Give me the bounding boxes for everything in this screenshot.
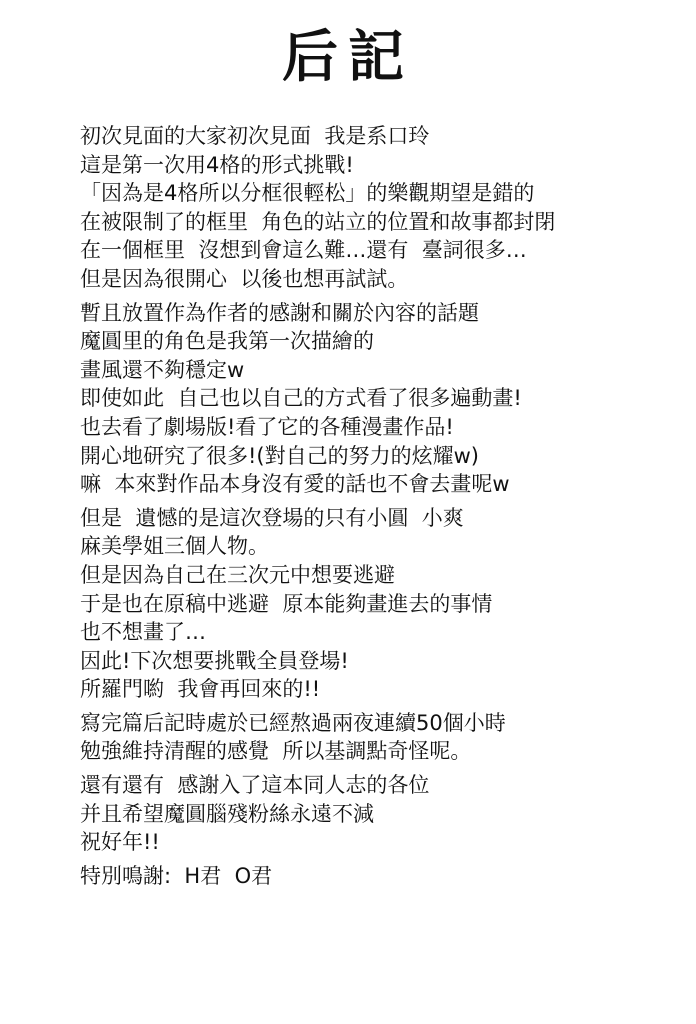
text-line: 畫風還不夠穩定w (80, 357, 245, 382)
text-line: 嘛 本來對作品本身沒有愛的話也不會去畫呢w (80, 472, 510, 497)
text-line: 并且希望魔圓腦殘粉絲永遠不減 (80, 801, 374, 826)
text-line: 但是因為很開心 以後也想再試試。 (80, 266, 409, 291)
paragraph (80, 299, 680, 499)
text-line: 但是 遺憾的是這次登場的只有小圓 小爽 (80, 505, 464, 530)
paragraph (80, 504, 680, 704)
paragraph (80, 709, 680, 766)
text-line: 麻美學姐三個人物。 (80, 534, 269, 559)
text-line: 因此!下次想要挑戰全員登場! (80, 648, 349, 673)
afterword-body (80, 122, 680, 895)
paragraph (80, 122, 680, 294)
text-line: 即使如此 自己也以自己的方式看了很多遍動畫! (80, 386, 522, 411)
text-line: 初次見面的大家初次見面 我是系口玲 (80, 124, 430, 148)
text-line: 勉強維持清醒的感覺 所以基調點奇怪呢。 (80, 739, 472, 764)
text-line: 特別鳴謝: H君 O君 (80, 863, 273, 888)
text-line: 寫完篇后記時處於已經熬過兩夜連續50個小時 (80, 710, 506, 735)
text-line: 祝好年!! (80, 830, 160, 855)
text-line: 暫且放置作為作者的感謝和關於內容的話題 (80, 300, 479, 325)
paragraph (80, 771, 680, 857)
text-line: 還有還有 感謝入了這本同人志的各位 (80, 773, 430, 798)
text-line: 魔圓里的角色是我第一次描繪的 (80, 329, 374, 354)
text-line: 開心地研究了很多!(對自己的努力的炫耀w) (80, 443, 479, 468)
text-line: 也去看了劇場版!看了它的各種漫畫作品! (80, 414, 454, 439)
text-line: 也不想畫了… (80, 620, 206, 645)
text-line: 但是因為自己在三次元中想要逃避 (80, 562, 395, 587)
text-line: 這是第一次用4格的形式挑戰! (80, 152, 354, 177)
text-line: 于是也在原稿中逃避 原本能夠畫進去的事情 (80, 591, 493, 616)
paragraph (80, 862, 680, 891)
text-line: 在被限制了的框里 角色的站立的位置和故事都封閉 (80, 209, 556, 234)
text-line: 在一個框里 沒想到會這么難…還有 臺詞很多… (80, 238, 527, 263)
text-line: 「因為是4格所以分框很輕松」的樂觀期望是錯的 (80, 181, 535, 206)
page-title: 后記 (282, 25, 414, 90)
text-line: 所羅門喲 我會再回來的!! (80, 677, 321, 702)
